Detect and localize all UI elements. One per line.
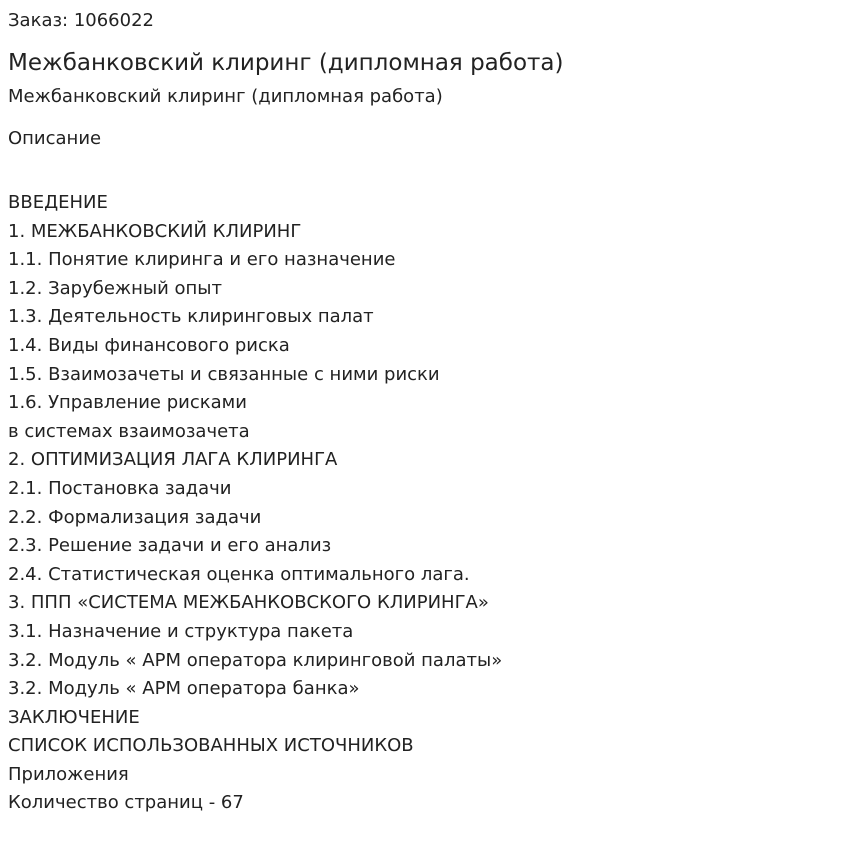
toc-item: Приложения bbox=[8, 763, 129, 785]
order-number: Заказ: 1066022 bbox=[8, 10, 154, 31]
toc-item: ВВЕДЕНИЕ bbox=[8, 192, 108, 213]
toc-item: 2.2. Формализация задачи bbox=[8, 506, 262, 528]
toc-item: 1.5. Взаимозачеты и связанные с ними риски bbox=[8, 363, 440, 385]
toc-item: 2.3. Решение задачи и его анализ bbox=[8, 535, 332, 557]
toc-item: ЗАКЛЮЧЕНИЕ bbox=[8, 706, 140, 728]
toc-item: в системах взаимозачета bbox=[8, 420, 250, 442]
toc-item: 1.2. Зарубежный опыт bbox=[8, 277, 222, 299]
page-title: Межбанковский клиринг (дипломная работа) bbox=[8, 50, 564, 76]
toc-item: 3. ППП «СИСТЕМА МЕЖБАНКОВСКОГО КЛИРИНГА» bbox=[8, 592, 489, 614]
toc-item: 3.2. Модуль « АРМ оператора банка» bbox=[8, 678, 360, 700]
toc-item: 2. ОПТИМИЗАЦИЯ ЛАГА КЛИРИНГА bbox=[8, 449, 338, 471]
toc-item: 3.2. Модуль « АРМ оператора клиринговой палаты» bbox=[8, 649, 503, 671]
toc-item: 3.1. Назначение и структура пакета bbox=[8, 620, 354, 642]
toc-item: 2.4. Статистическая оценка оптимального лага. bbox=[8, 563, 470, 585]
toc-item: 1. МЕЖБАНКОВСКИЙ КЛИРИНГ bbox=[8, 220, 302, 242]
table-of-contents bbox=[8, 189, 839, 818]
description-label: Описание bbox=[8, 128, 102, 149]
toc-item: Количество страниц - 67 bbox=[8, 792, 244, 814]
toc-item: 1.1. Понятие клиринга и его назначение bbox=[8, 249, 396, 271]
toc-item: 2.1. Постановка задачи bbox=[8, 477, 232, 499]
toc-item: 1.3. Деятельность клиринговых палат bbox=[8, 306, 374, 328]
page-subtitle: Межбанковский клиринг (дипломная работа) bbox=[8, 86, 443, 107]
toc-item: 1.6. Управление рисками bbox=[8, 392, 247, 414]
toc-item: 1.4. Виды финансового риска bbox=[8, 334, 290, 356]
toc-item: СПИСОК ИСПОЛЬЗОВАННЫХ ИСТОЧНИКОВ bbox=[8, 735, 414, 757]
